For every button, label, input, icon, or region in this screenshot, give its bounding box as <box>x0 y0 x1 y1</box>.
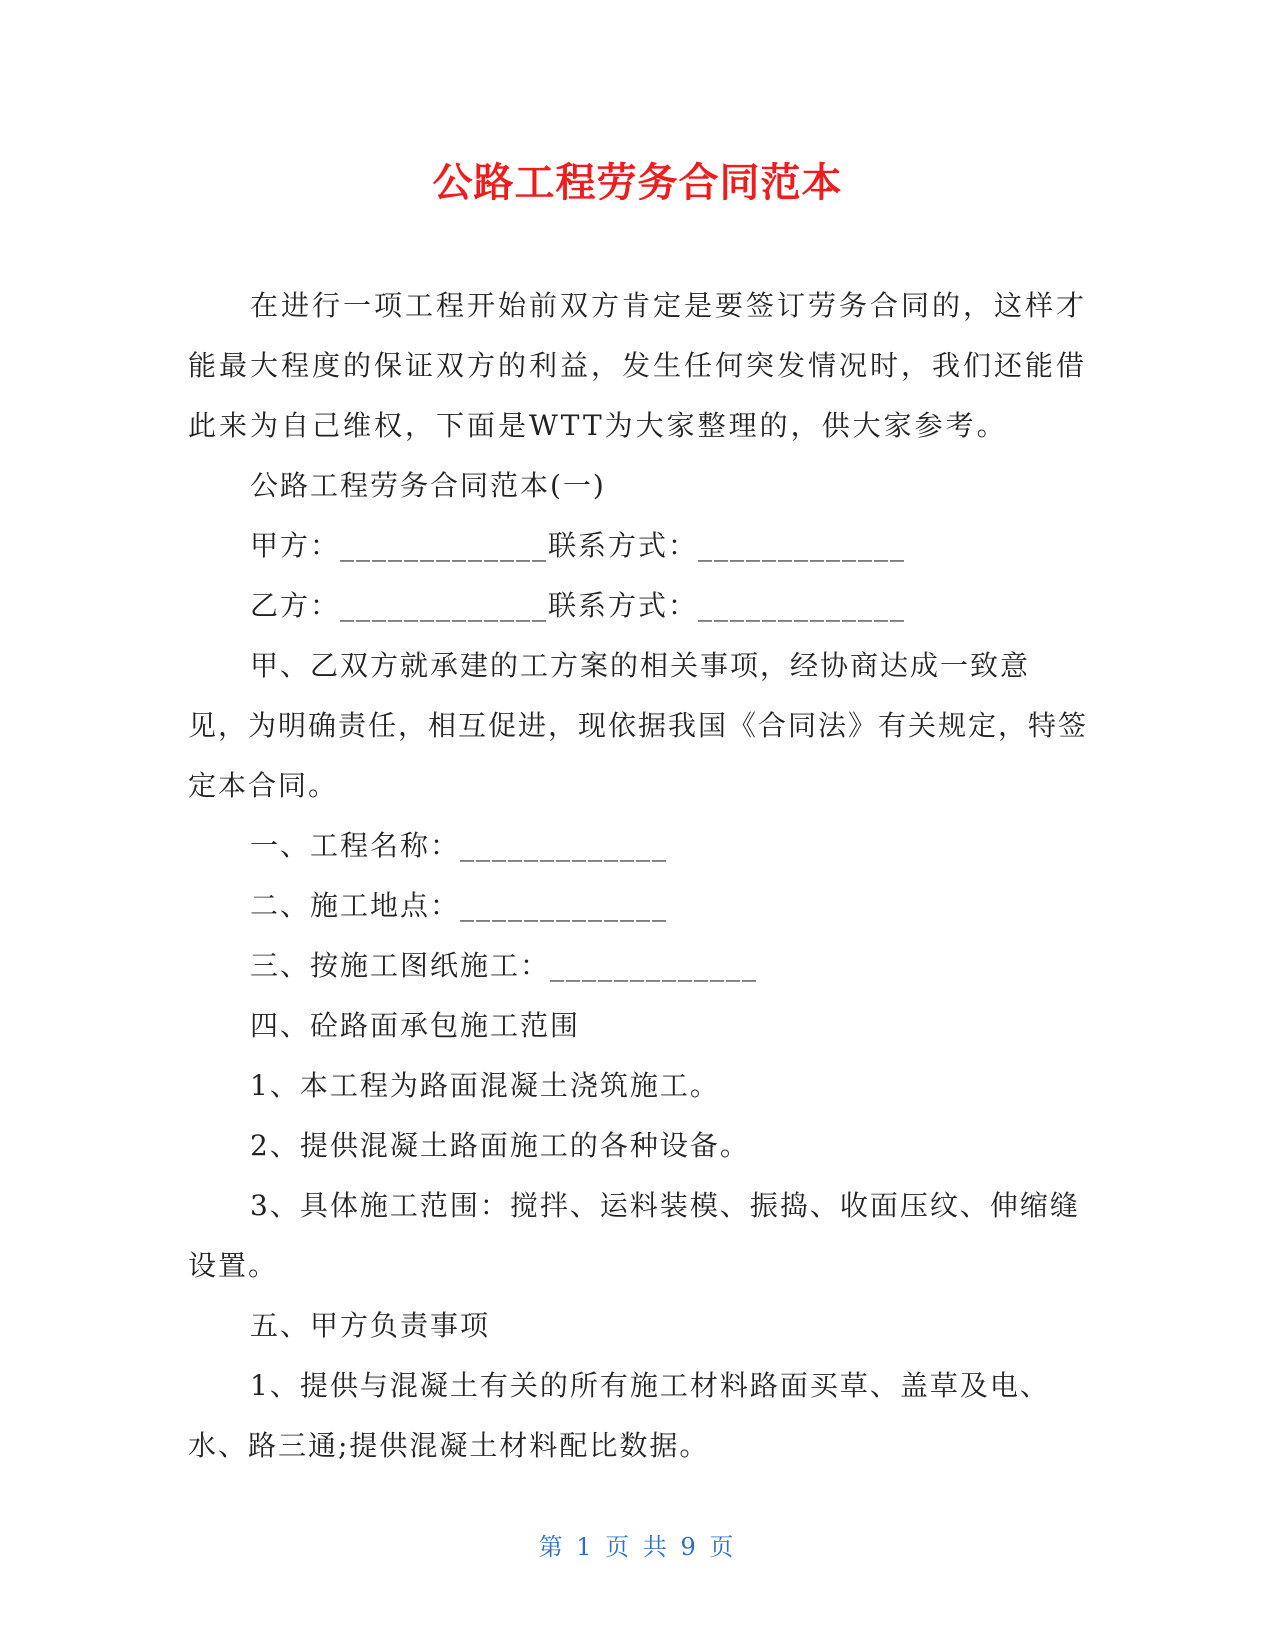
contract-heading: 公路工程劳务合同范本(一) <box>250 469 606 502</box>
party-a-item-1: 1、提供与混凝土有关的所有施工材料路面买草、盖草及电、水、路三通;提供混凝土材料配比数据。 <box>188 1369 1050 1462</box>
section-five-heading: 五、甲方负责事项 <box>250 1309 491 1342</box>
section-four-heading: 四、砼路面承包施工范围 <box>250 1009 581 1042</box>
project-name-line: 一、工程名称：_____________ <box>250 829 669 862</box>
page-footer: 第 1 页 共 9 页 <box>538 1533 737 1561</box>
scope-item-1: 1、本工程为路面混凝土浇筑施工。 <box>250 1069 720 1102</box>
party-a-line: 甲方：_____________联系方式：_____________ <box>250 529 907 562</box>
agreement-paragraph: 甲、乙双方就承建的工方案的相关事项，经协商达成一致意见，为明确责任，相互促进，现依据我国《合同法》有关规定，特签定本合同。 <box>188 649 1089 802</box>
scope-item-2: 2、提供混凝土路面施工的各种设备。 <box>250 1129 750 1162</box>
document-title: 公路工程劳务合同范本 <box>432 160 843 206</box>
intro-paragraph: 在进行一项工程开始前双方肯定是要签订劳务合同的，这样才能最大程度的保证双方的利益，发生任何突发情况时，我们还能借此来为自己维权，下面是WTT为大家整理的，供大家参考。 <box>188 289 1088 442</box>
construction-site-line: 二、施工地点：_____________ <box>250 889 669 922</box>
scope-item-3: 3、具体施工范围：搅拌、运料装模、振捣、收面压纹、伸缩缝设置。 <box>188 1189 1080 1282</box>
party-b-line: 乙方：_____________联系方式：_____________ <box>250 589 907 622</box>
document-body <box>188 276 1088 1476</box>
drawings-line: 三、按施工图纸施工：_____________ <box>250 949 759 982</box>
